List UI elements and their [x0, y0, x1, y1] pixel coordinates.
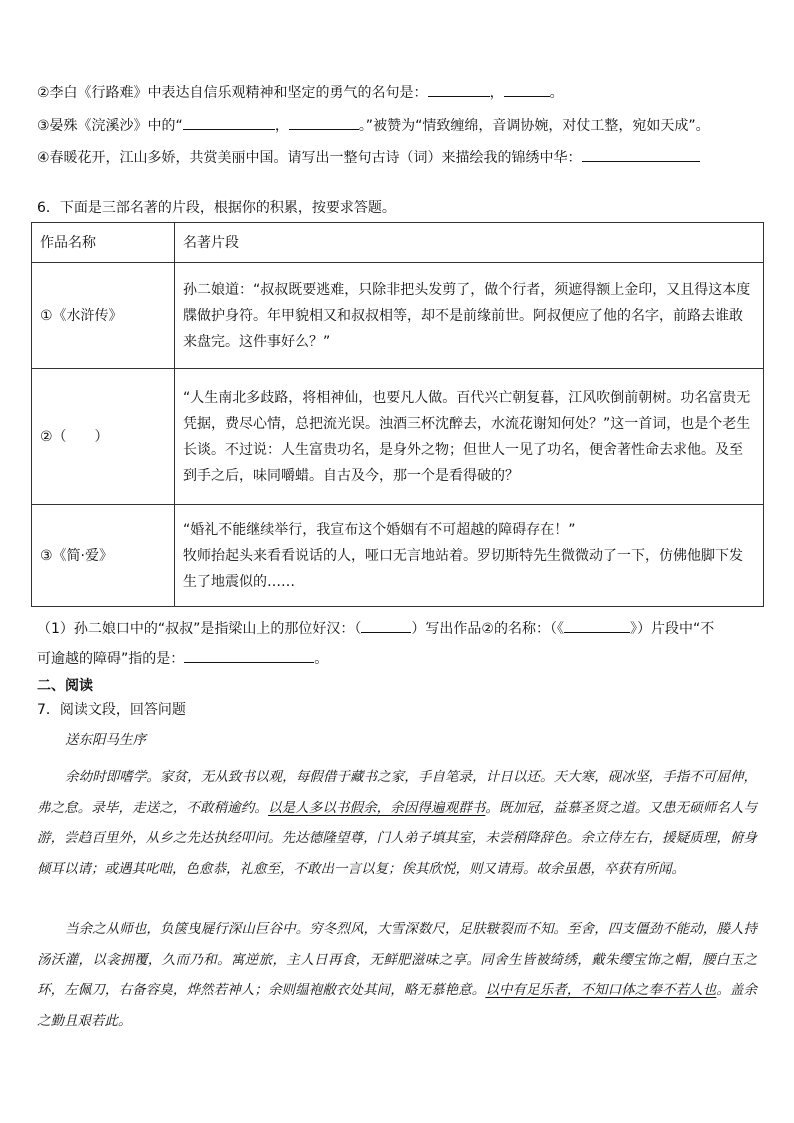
passage-paragraph-2: 当余之从师也，负箧曳屣行深山巨谷中。穷冬烈风，大雪深数尺，足肤皲裂而不知。至舍，四支僵劲不能动，媵人持汤沃灌，以衾拥覆，久而乃和。寓逆旅，主人日再食，无鲜肥滋味之享。同舍生皆被绮绣，戴朱缨宝饰之帽，腰白玉之环，左佩刀，右备容臭，烨然若神人；余则缊袍敝衣处其间，略无慕艳意。以中有足乐者，不知口体之奉不若人也。盖余之勤且艰若此。 — [37, 921, 758, 1029]
q5-line-4: ④春暖花开，江山多娇，共赏美丽中国。请写出一整句古诗（词）来描绘我的锦绣中华： — [37, 147, 700, 168]
row-3-name: ③《简·爱》 — [32, 505, 175, 607]
q6-answer-line-1: （1）孙二娘口中的“叔叔”是指梁山上的那位好汉：（ ）写出作品②的名称：（《 》）片段中“不 — [37, 618, 714, 639]
q6-table — [31, 222, 764, 607]
blank-7[interactable] — [564, 618, 630, 633]
q5-line-2: ②李白《行路难》中表达自信乐观精神和坚定的勇气的名句是： ， 。 — [37, 82, 564, 103]
blank-2[interactable] — [504, 82, 550, 97]
row-1-snippet: 孙二娘道：“叔叔既要逃难，只除非把头发剪了，做个行者，须遮得额上金印，又且得这本度牒做护身符。年甲貌相又和叔叔相等，却不是前缘前世。阿叔便应了他的名字，前路去谁敢来盘完。这件事好么？” — [175, 263, 764, 369]
q5-line-3: ③晏殊《浣溪沙》中的“ ， 。”被赞为“情致缠绵，音调协婉，对仗工整，宛如天成”。 — [37, 115, 710, 136]
row-2-snippet: “人生南北多歧路，将相神仙，也要凡人做。百代兴亡朝复暮，江风吹倒前朝树。功名富贵无凭据，费尽心情，总把流光误。浊酒三杯沈醉去，水流花谢知何处？”这一首词，也是个老生长谈。不过说：人生富贵功名，是身外之物；但世人一见了功名，便舍著性命去求他。及至到手之后，味同嚼蜡。自古及今，那一个是看得破的？ — [175, 369, 764, 505]
blank-5[interactable] — [582, 147, 700, 162]
blank-3[interactable] — [183, 115, 275, 130]
q6-answer-line-2: 可逾越的障碍”指的是： 。 — [37, 648, 328, 669]
blank-6[interactable] — [361, 618, 411, 633]
passage-paragraph-1: 余幼时即嗜学。家贫，无从致书以观，每假借于藏书之家，手自笔录，计日以还。天大寒，砚冰坚，手指不可屈伸，弗之怠。录毕，走送之，不敢稍逾约。以是人多以书假余，余因得遍观群书。既加冠，益慕圣贤之道。又患无硕师名人与游，尝趋百里外，从乡之先达执经叩问。先达德隆望尊，门人弟子填其室，未尝稍降辞色。余立侍左右，援疑质理，俯身倾耳以请；或遇其叱咄，色愈恭，礼愈至，不敢出一言以复；俟其欣悦，则又请焉。故余虽愚，卒获有所闻。 — [37, 769, 758, 877]
q7-heading: 7．阅读文段，回答问题 — [37, 702, 186, 718]
row-3-snippet: “婚礼不能继续举行，我宣布这个婚姻有不可超越的障碍存在！” 牧师抬起头来看看说话的人，哑口无言地站着。罗切斯特先生微微动了一下，仿佛他脚下发生了地震似的…… — [175, 505, 764, 607]
blank-8[interactable] — [184, 648, 314, 663]
col-header-name: 作品名称 — [32, 223, 175, 263]
row-1-name: ①《水浒传》 — [32, 263, 175, 369]
q6-heading: 6．下面是三部名著的片段，根据你的积累，按要求答题。 — [37, 200, 396, 216]
underlined-sentence-1: 以是人多以书假余，余因得遍观群书 — [267, 799, 486, 816]
passage-title: 送东阳马生序 — [65, 732, 146, 748]
section-reading: 二、阅读 — [37, 678, 93, 694]
underlined-sentence-2: 以中有足乐者，不知口体之奉不若人也 — [485, 982, 717, 998]
row-2-name: ②（ ） — [32, 369, 175, 505]
col-header-snippet: 名著片段 — [175, 223, 764, 263]
blank-1[interactable] — [428, 82, 490, 97]
blank-4[interactable] — [289, 115, 359, 130]
